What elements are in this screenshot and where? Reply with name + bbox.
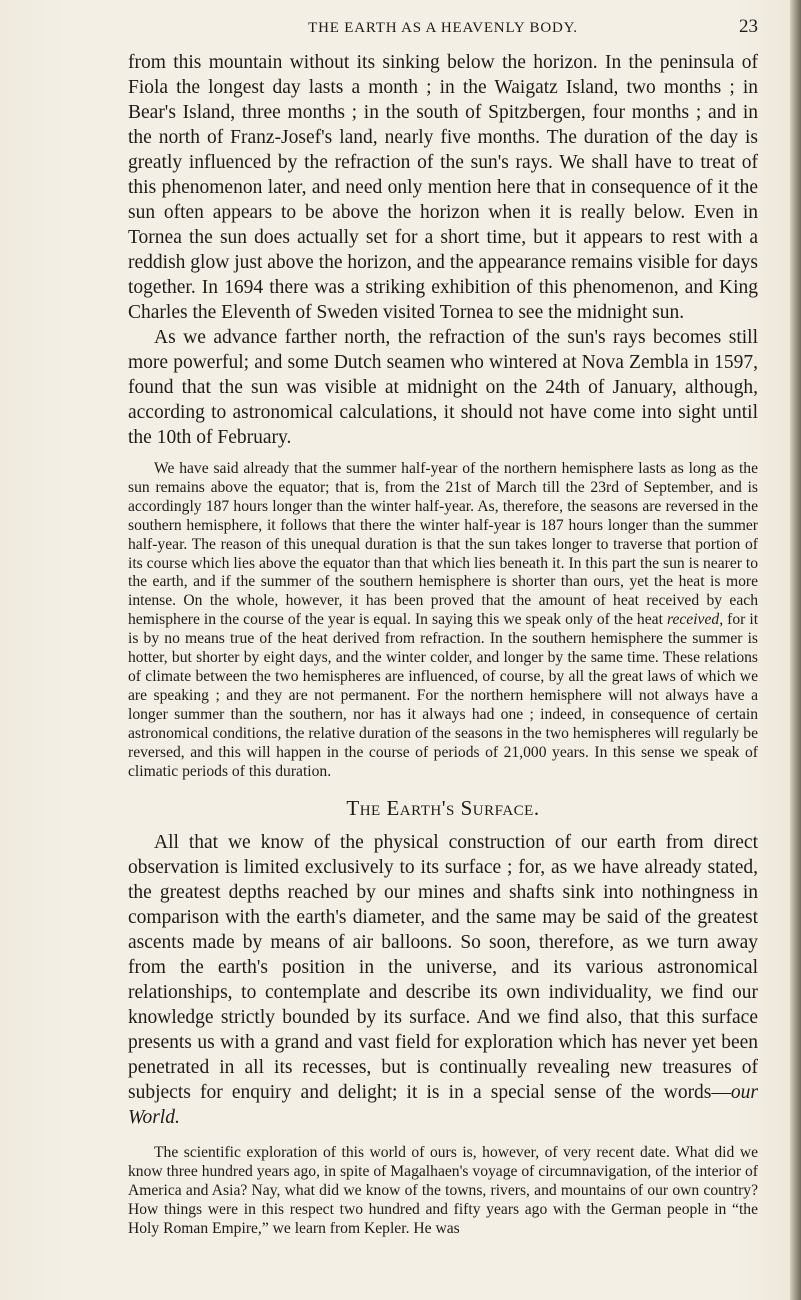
page-edge-shadow [790, 0, 801, 1300]
text-segment: We have said already that the summer half-year of the northern hemisphere lasts as long as the sun remains above the equator; that is, from the 21st of March till the 23rd of September, and is accordingly 187 hours longer than the winter half-year. As, therefore, the seasons are reversed in the southern hemisphere, it follows that there the winter half-year is 187 hours longer than the summer half-year. The reason of this unequal duration is that the sun takes longer to traverse that portion of its course which lies above the equator than that which lies beneath it. In this part the sun is nearer to the earth, and if the summer of the southern hemisphere is shorter than ours, yet the heat is more intense. On the whole, however, it has been proved that the amount of heat received by each hemisphere in the course of the year is equal. In saying this we speak only of the heat [128, 460, 758, 629]
body-text [128, 50, 758, 1239]
page-number: 23 [739, 16, 758, 37]
emphasis-received: received, [666, 611, 724, 629]
section-body [128, 830, 758, 1130]
small-print-continuation [128, 1144, 758, 1239]
paragraph-midnight-sun: from this mountain without its sinking below the horizon. In the peninsula of Fiola the longest day lasts a month ; in the Waigatz Island, two months ; in Bear's Island, three months ; in the south of Spitzbergen, four months ; and in the north of Franz-Josef's land, nearly five months. The duration of the day is greatly influenced by the refraction of the sun's rays. We shall have to treat of this phenomenon later, and need only mention here that in consequence of it the sun often appears to be above the horizon when it is really below. Even in Tornea the sun does actually set for a short time, but it appears to rest with a reddish glow just above the horizon, and the appearance remains visible for days together. In 1694 there was a striking exhibition of this phenomenon, and King Charles the Eleventh of Sweden visited Tornea to see the midnight sun. [128, 52, 758, 323]
section-heading: The Earth's Surface. [346, 796, 540, 821]
text-segment: for it is by no means true of the heat derived from refraction. In the southern hemisphere the summer is hotter, but shorter by eight days, and the winter colder, and longer by the same time. These relations of climate between the two hemispheres are influenced, of course, by all the great laws of which we are speaking ; and they are not permanent. For the northern hemisphere will not always have a longer summer than the southern, nor has it always had one ; indeed, in consequence of certain astronomical conditions, the relative duration of the seasons in the two hemispheres will regularly be reversed, and this will happen in the course of periods of 21,000 years. In this sense we speak of climatic periods of this duration. [128, 611, 759, 780]
paragraph-refraction: As we advance farther north, the refraction of the sun's rays becomes still more powerful; and some Dutch seamen who wintered at Nova Zembla in 1597, found that the sun was visible at midnight on the 24th of January, although, according to astronomical calculations, it should not have come into sight until the 10th of February. [128, 327, 758, 448]
paragraph-exploration: The scientific exploration of this world of ours is, however, of very recent date. What did we know three hundred years ago, in spite of Magalhaen's voyage of circumnavigation, of the interior of America and Asia? Nay, what did we know of the towns, rivers, and mountains of our own country? How things were in this respect two hundred and fifty years ago with the German people in “the Holy Roman Empire,” we learn from Kepler. He was [128, 1144, 758, 1238]
text-segment: All that we know of the physical construction of our earth from direct observation is limited exclusively to its surface ; for, as we have already stated, the greatest depths reached by our mines and shafts sink into nothingness in comparison with the earth's diameter, and the same may be said of the greatest ascents made by means of air balloons. So soon, therefore, as we turn away from the earth's position in the universe, and its various astronomical relationships, to contemplate and describe its own individuality, we find our knowledge strictly bounded by its surface. And we find also, that this surface presents us with a grand and vast field for exploration which has never yet been penetrated in all its recesses, but is continually revealing new treasures of subjects for enquiry and delight; it is in a special sense of the words— [128, 832, 758, 1104]
small-print-note [128, 460, 758, 781]
running-title: THE EARTH AS A HEAVENLY BODY. [308, 20, 578, 36]
paragraph-earth-surface [128, 830, 758, 1130]
page-header [128, 16, 758, 42]
opening-paragraphs [128, 50, 758, 450]
paragraph-hemispheres [128, 460, 758, 781]
emphasis-our-world: our World. [128, 1082, 758, 1129]
